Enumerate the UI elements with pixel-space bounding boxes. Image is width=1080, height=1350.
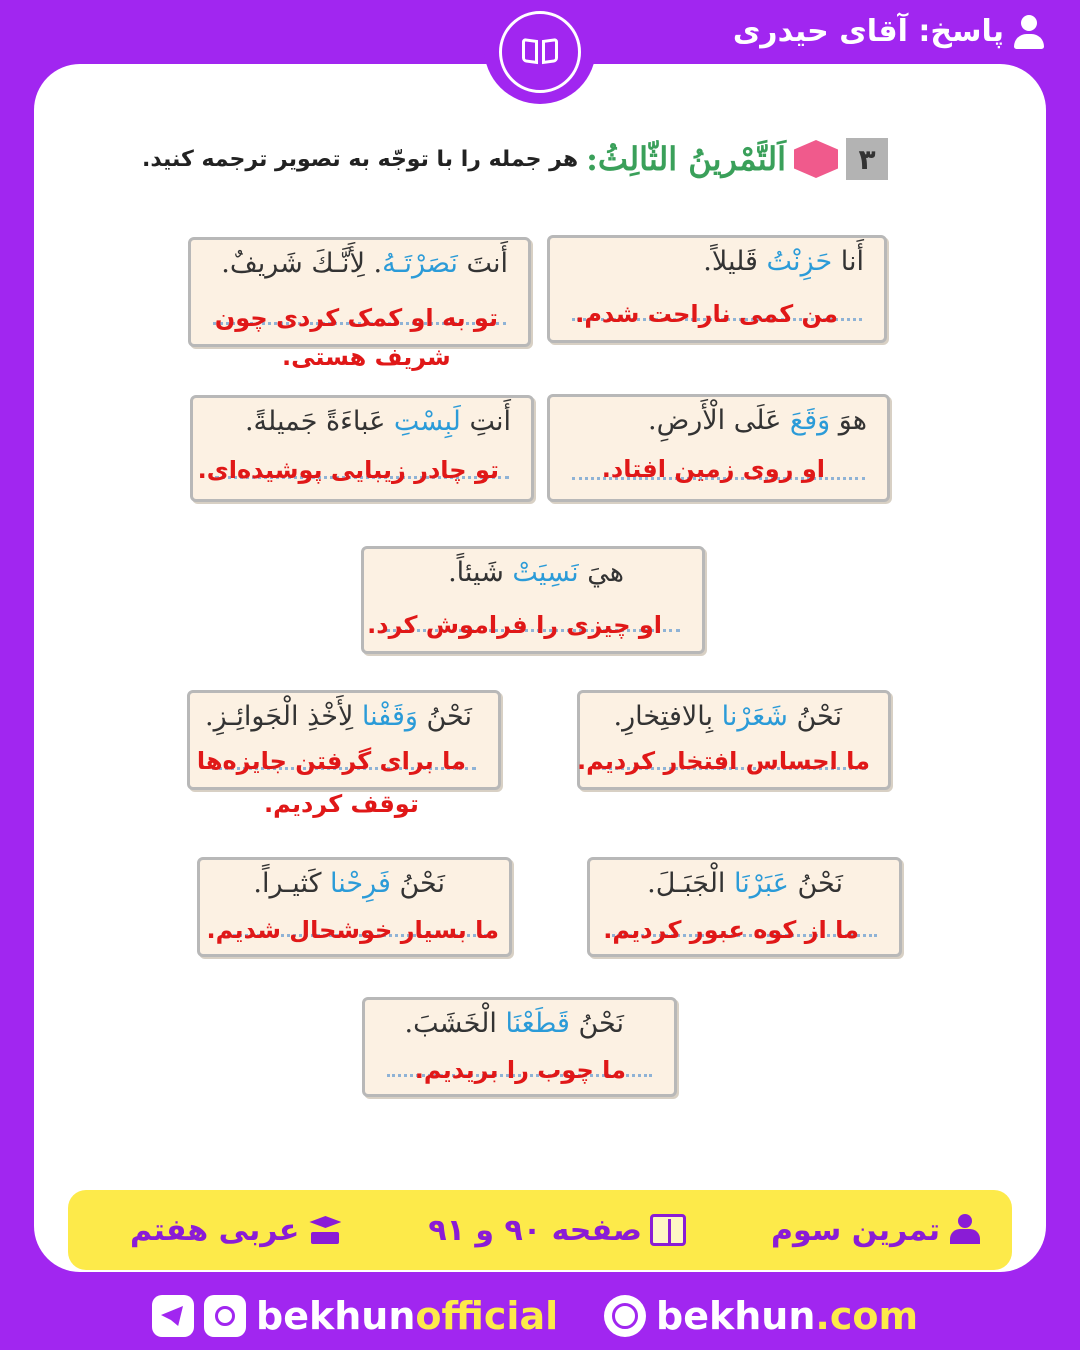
translation: ما چوب را بریدیم. <box>414 1056 626 1084</box>
translation-continued: توقف کردیم. <box>264 790 419 818</box>
highlighted-verb: وَقَعَ <box>789 405 831 436</box>
arabic-sentence: نَحْنُ فَرِحْنا كَثيـراً. <box>253 868 445 899</box>
book-icon <box>522 39 558 65</box>
sentence-box <box>188 237 531 347</box>
sentence-box <box>197 857 512 957</box>
telegram-icon[interactable] <box>152 1295 194 1337</box>
sentence-box <box>547 235 887 343</box>
translation: تو چادر زیبایی پوشیده‌ای. <box>197 456 499 484</box>
sentence-box <box>587 857 902 957</box>
arabic-sentence: نَحْنُ شَعَرْنا بِالافتِخارِ. <box>613 701 842 732</box>
flower-icon <box>794 140 838 178</box>
highlighted-verb: نَسِيَتْ <box>512 557 579 588</box>
exercise-tag-label: تمرین سوم <box>770 1212 940 1248</box>
subject-tag <box>130 1213 343 1248</box>
translation-continued: شریف هستی. <box>282 343 451 371</box>
exercise-tag <box>771 1213 984 1248</box>
teacher-icon <box>948 1214 984 1246</box>
translation: ما از کوه عبور کردیم. <box>603 916 859 944</box>
user-icon <box>1014 15 1044 49</box>
page-tag-label: صفحه ۹۰ و ۹۱ <box>428 1212 642 1248</box>
arabic-sentence: نَحْنُ قَطَعْنَا الْخَشَبَ. <box>404 1008 624 1039</box>
answer-credit <box>733 14 1044 49</box>
handle-text[interactable]: bekhunofficial <box>256 1294 559 1338</box>
instagram-icon[interactable] <box>204 1295 246 1337</box>
translation: ما بسیار خوشحال شدیم. <box>206 916 499 944</box>
highlighted-verb: نَصَرْتَـهُ <box>382 248 458 279</box>
translation: من کمی ناراحت شدم. <box>575 300 838 328</box>
open-book-icon <box>650 1214 686 1246</box>
highlighted-verb: وَقَفْنا <box>361 701 418 732</box>
arabic-sentence: أَنتِ لَبِسْتِ عَباءَةً جَميلةً. <box>244 406 511 437</box>
social-row <box>0 1290 1080 1342</box>
sentence-box <box>361 546 705 654</box>
exercise-instruction: هر جمله را با توجّه به تصویر ترجمه کنید. <box>141 146 579 172</box>
globe-icon[interactable] <box>604 1295 646 1337</box>
logo-badge <box>499 11 581 93</box>
highlighted-verb: حَزِنْتُ <box>766 246 833 277</box>
website-text[interactable]: bekhun.com <box>656 1294 919 1338</box>
website-link[interactable] <box>604 1294 918 1338</box>
page-tag <box>428 1213 686 1248</box>
arabic-sentence: نَحْنُ وَقَفْنا لِأَخْذِ الْجَوائِـزِ. <box>204 701 472 732</box>
highlighted-verb: قَطَعْنَا <box>505 1008 570 1039</box>
arabic-sentence: أَنتَ نَصَرْتَـهُ. لِأَنَّـكَ شَريفٌ. <box>221 248 508 279</box>
translation: ما احساس افتخار کردیم. <box>576 747 870 775</box>
arabic-sentence: هوَ وَقَعَ عَلَى الْأَرضِ. <box>648 405 867 436</box>
translation: تو به او کمک کردی چون <box>214 304 498 332</box>
graduation-cap-icon <box>307 1214 343 1246</box>
highlighted-verb: شَعَرْنا <box>721 701 788 732</box>
exercise-number: ۳ <box>846 138 888 180</box>
social-handle[interactable] <box>152 1294 558 1338</box>
sentence-box <box>547 394 890 502</box>
sentence-box <box>362 997 677 1097</box>
exercise-title: اَلتَّمْرينُ الثّالِثُ: <box>586 140 786 178</box>
translation: او چیزی را فراموش کرد. <box>367 611 662 639</box>
highlighted-verb: عَبَرْنَا <box>734 868 789 899</box>
sentence-box <box>190 395 534 502</box>
sentence-box <box>187 690 501 790</box>
answer-label: پاسخ: آقای حیدری <box>732 14 1004 49</box>
exercise-header <box>142 138 888 180</box>
arabic-sentence: هيَ نَسِيَتْ شَيئاً. <box>448 557 624 588</box>
translation: او روی زمین افتاد. <box>601 455 825 483</box>
sentence-box <box>577 690 891 790</box>
arabic-sentence: نَحْنُ عَبَرْنَا الْجَبَـلَ. <box>647 868 843 899</box>
info-bar <box>68 1190 1012 1270</box>
highlighted-verb: فَرِحْنا <box>330 868 391 899</box>
highlighted-verb: لَبِسْتِ <box>393 406 461 437</box>
translation: ما برای گرفتن جایزه‌ها <box>196 747 466 775</box>
arabic-sentence: أَنا حَزِنْتُ قَليلاً. <box>703 246 864 277</box>
subject-tag-label: عربی هفتم <box>130 1212 300 1248</box>
